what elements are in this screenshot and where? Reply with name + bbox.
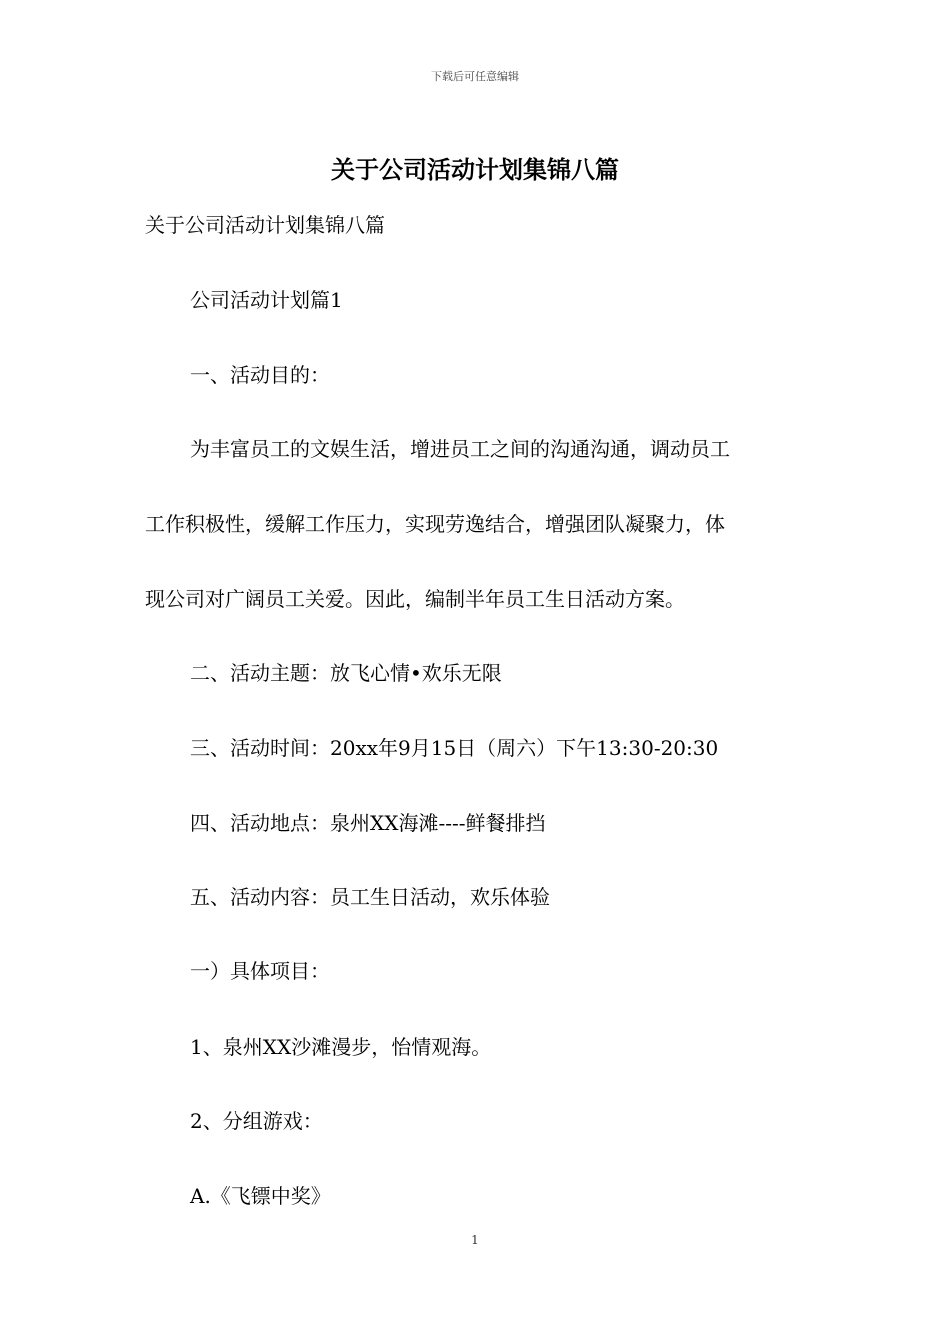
header-note: 下载后可任意编辑 (431, 70, 519, 83)
page-number: 1 (471, 1233, 479, 1247)
body-line: 1、泉州XX沙滩漫步，怡情观海。 (190, 1035, 492, 1059)
body-line: 一、活动目的： (190, 363, 330, 387)
document-title: 关于公司活动计划集锦八篇 (331, 155, 619, 184)
body-line: 三、活动时间：20xx年9月15日（周六）下午13:30-20:30 (190, 736, 719, 760)
body-line: 为丰富员工的文娱生活，增进员工之间的沟通沟通，调动员工 (190, 437, 730, 461)
body-line: 公司活动计划篇1 (190, 288, 343, 312)
body-line: 一）具体项目： (190, 959, 330, 983)
body-line: 四、活动地点：泉州XX海滩----鲜餐排挡 (190, 811, 546, 835)
body-line: 关于公司活动计划集锦八篇 (145, 213, 385, 237)
body-line: 二、活动主题：放飞心情•欢乐无限 (190, 661, 502, 685)
body-line: A.《飞镖中奖》 (190, 1184, 331, 1208)
body-line: 工作积极性，缓解工作压力，实现劳逸结合，增强团队凝聚力，体 (145, 512, 725, 536)
body-line: 五、活动内容：员工生日活动，欢乐体验 (190, 885, 550, 909)
body-line: 2、分组游戏： (190, 1109, 323, 1133)
body-line: 现公司对广阔员工关爱。因此，编制半年员工生日活动方案。 (145, 587, 685, 611)
